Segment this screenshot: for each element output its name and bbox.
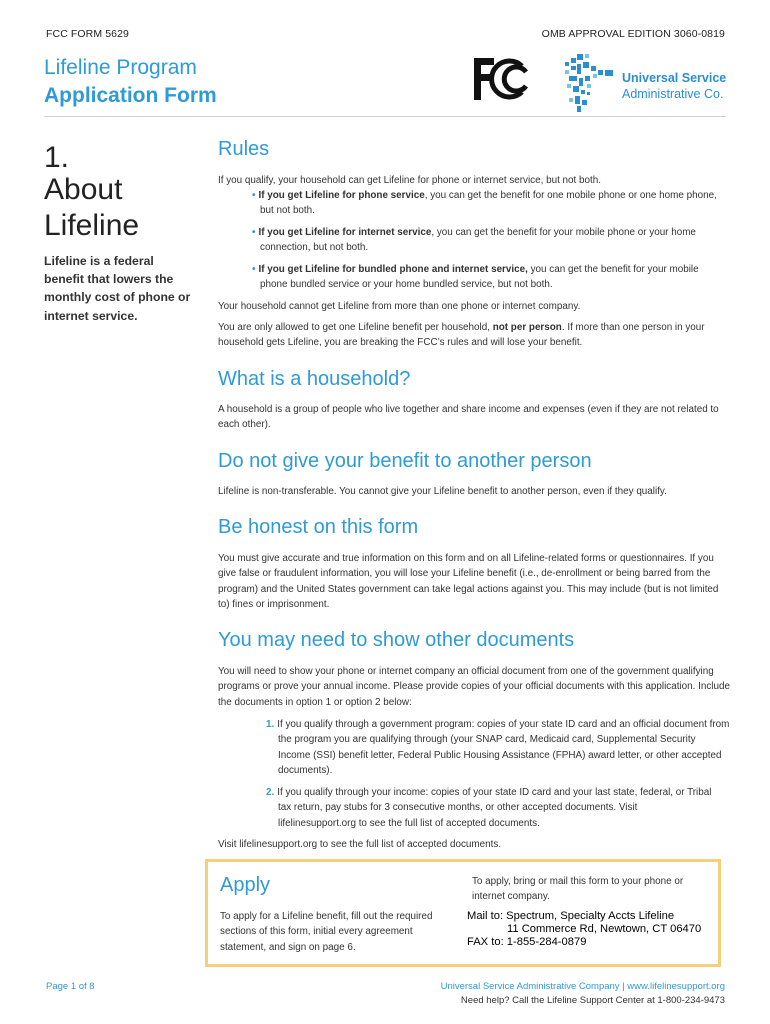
rule-bullet-bundled: • If you get Lifeline for bundled phone and internet service, you can get the benefit for your mobile phone bundled service or your home bundled service, but not both.: [252, 264, 699, 291]
transfer-text: Lifeline is non-transferable. You cannot give your Lifeline benefit to another person, even if they qualify.: [218, 486, 667, 497]
section-title: About Lifeline: [44, 173, 140, 242]
mail-address-line: 11 Commerce Rd, Newtown, CT 06470: [507, 923, 702, 935]
honest-text: You must give accurate and true information on this form and on all Lifeline-related forms or questionnaires. If you give false or fraudulent information, you will lose your Lifeline benefit (i.e., de-enrollment or being barred from the program) and the United States government can take legal actions against you. This may include (but is not limited to) fines or imprisonment.: [218, 553, 719, 611]
rules-one-company: Your household cannot get Lifeline from more than one phone or internet company.: [218, 301, 581, 312]
rules-heading: Rules: [218, 138, 270, 160]
documents-heading: You may need to show other documents: [218, 629, 575, 651]
rule-bullet-internet: • If you get Lifeline for internet service, you can get the benefit for your mobile phone or your home connection, but not both.: [252, 227, 696, 254]
bullet-dot-icon: •: [252, 190, 256, 201]
usac-logo-icon: [563, 52, 615, 114]
usac-name-line2: Administrative Co.: [622, 87, 724, 101]
rule-bullet-phone: • If you get Lifeline for phone service, you can get the benefit for one mobile phone or one home phone, but not both.: [252, 190, 717, 217]
fcc-logo-icon: [470, 54, 530, 104]
footer-org-link[interactable]: Universal Service Administrative Company | www.lifelinesupport.org: [440, 981, 725, 992]
documents-option-2: 2. If you qualify through your income: copies of your state ID card and your last state, federal, or Tribal tax return, pay stubs for 3 consecutive months, or other accepted documents. Visit lifelinesupport.org to see the full list of accepted documents.: [266, 787, 712, 829]
section-number: 1.: [44, 141, 70, 174]
household-text: A household is a group of people who live together and share income and expenses (even if they are not related to each other).: [218, 404, 719, 431]
usac-name-line1: Universal Service: [622, 71, 727, 85]
rules-intro: If you qualify, your household can get Lifeline for phone or internet service, but not both.: [218, 175, 601, 186]
documents-intro: You will need to show your phone or internet company an official document from one of the government qualifying programs or prove your annual income. Please provide copies of your official documents with this application. Include the documents in option 1 or option 2 below:: [218, 666, 730, 708]
apply-instructions: To apply for a Lifeline benefit, fill out the required sections of this form, initial every agreement statement, and sign on page 6.: [220, 911, 433, 953]
apply-heading: Apply: [220, 874, 271, 896]
bullet-dot-icon: •: [252, 227, 256, 238]
fax-line: FAX to: 1-855-284-0879: [467, 936, 587, 948]
rules-one-benefit: You are only allowed to get one Lifeline benefit per household, not per person. If more than one person in your household gets Lifeline, you are breaking the FCC’s rules and will lose your benefit.: [218, 322, 705, 349]
form-id: FCC FORM 5629: [46, 28, 129, 40]
honest-heading: Be honest on this form: [218, 516, 419, 538]
section-summary: Lifeline is a federal benefit that lowers the monthly cost of phone or internet service.: [44, 254, 191, 323]
omb-approval: OMB APPROVAL EDITION 3060-0819: [541, 28, 725, 40]
household-heading: What is a household?: [218, 368, 411, 390]
page-number: Page 1 of 8: [46, 981, 95, 992]
program-title: Lifeline Program: [44, 56, 197, 79]
apply-bring-mail: To apply, bring or mail this form to your phone or internet company.: [472, 876, 684, 903]
documents-visit: Visit lifelinesupport.org to see the full list of accepted documents.: [218, 839, 502, 850]
header-divider: [44, 116, 726, 117]
form-title: Application Form: [44, 84, 217, 107]
documents-option-1: 1. If you qualify through a government program: copies of your state ID card and an official document from the program you are qualifying through (your SNAP card, Medicaid card, Supplemental Security Income (SSI) benefit letter, Federal Public Housing Assistance (FPHA) award letter, or other accepted documents).: [266, 719, 730, 777]
footer-help: Need help? Call the Lifeline Support Center at 1-800-234-9473: [460, 995, 725, 1006]
bullet-dot-icon: •: [252, 264, 256, 275]
mail-to-line: Mail to: Spectrum, Specialty Accts Lifeline: [467, 910, 675, 922]
transfer-heading: Do not give your benefit to another person: [218, 450, 592, 472]
